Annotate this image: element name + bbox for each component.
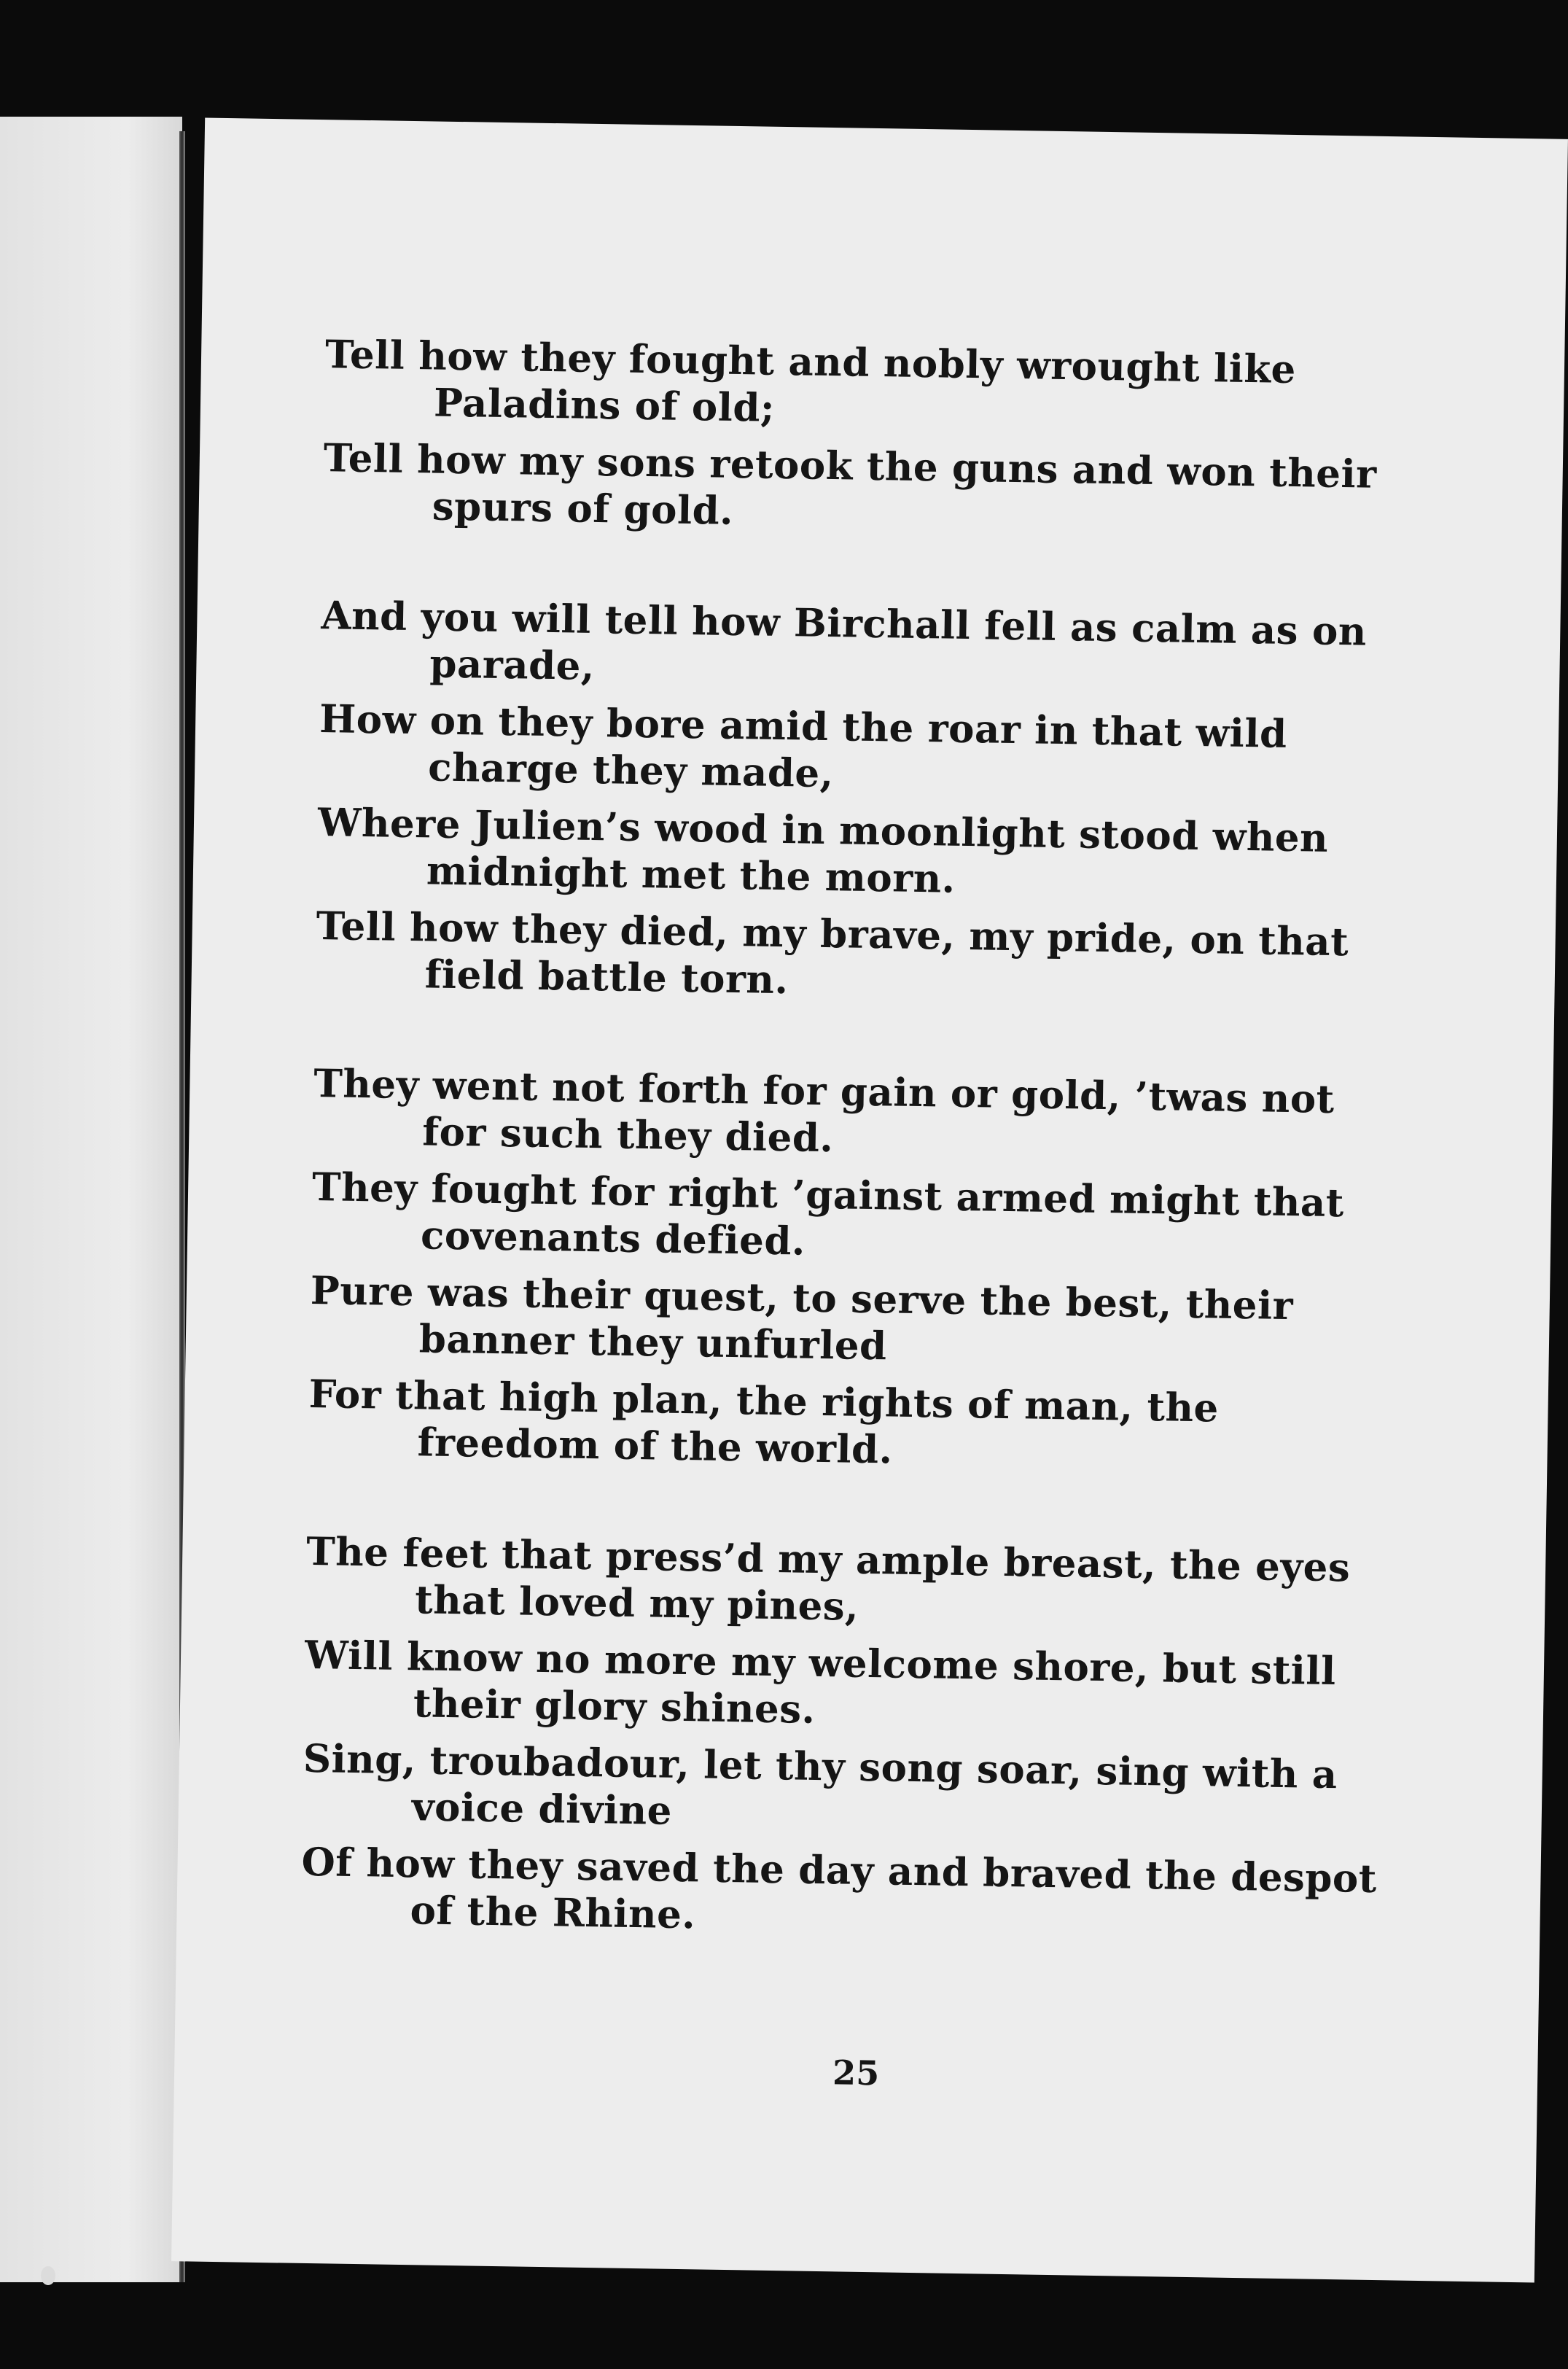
verse-line: How on they bore amid the roar in that wild charge they made,	[319, 696, 1288, 797]
poem-body	[300, 331, 1405, 2013]
stanza	[300, 1528, 1386, 1949]
page-number: 25	[832, 2053, 880, 2093]
verse-line: Pure was their quest, to serve the best, their banner they unfurled	[310, 1267, 1294, 1369]
verse-line: Tell how my sons retook the guns and won their spurs of gold.	[323, 435, 1378, 534]
verse-line: The feet that press’d my ample breast, the eyes that loved my pines,	[305, 1528, 1351, 1630]
verse-line: They fought for right ’gainst armed might that covenants defied.	[311, 1164, 1345, 1264]
verse-line: They went not forth for gain or gold, ’twas not for such they died.	[313, 1061, 1335, 1162]
facing-page-edge	[0, 117, 182, 2282]
verse-line: Of how they saved the day and braved the despot of the Rhine.	[301, 1839, 1378, 1938]
stanza	[322, 331, 1404, 545]
verse-line: Tell how they died, my brave, my pride, on that field battle torn.	[316, 903, 1349, 1003]
book-page	[171, 117, 1568, 2282]
stanza	[315, 592, 1400, 1013]
verse-line: Will know no more my welcome shore, but still their glory shines.	[304, 1632, 1337, 1732]
verse-line: And you will tell how Birchall fell as calm as on parade,	[321, 593, 1368, 689]
verse-line: Where Julien’s wood in moonlight stood when midnight met the morn.	[317, 800, 1329, 902]
verse-line: For that high plan, the rights of man, the freedom of the world.	[308, 1371, 1220, 1473]
verse-line: Sing, troubadour, let thy song soar, sing with a voice divine	[303, 1735, 1338, 1834]
scan-speck	[41, 2266, 55, 2285]
stanza	[308, 1060, 1393, 1481]
verse-line: Tell how they fought and nobly wrought like Paladins of old;	[324, 332, 1297, 431]
